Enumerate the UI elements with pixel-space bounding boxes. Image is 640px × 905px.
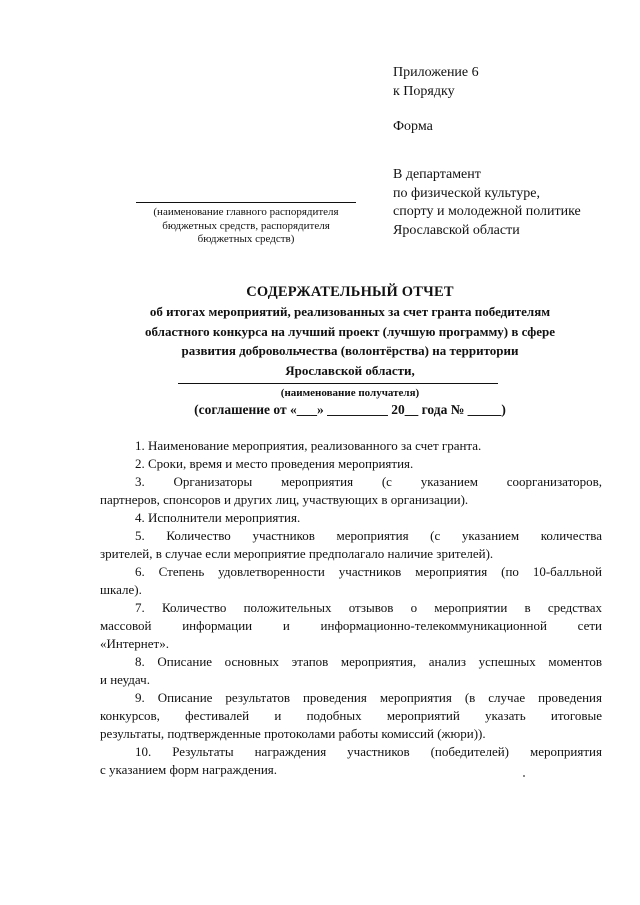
list-item-text: 5. Количество участников мероприятия (с указанием количества bbox=[135, 528, 602, 543]
list-item-text: 8. Описание основных этапов мероприятия, анализ успешных моментов bbox=[135, 654, 602, 669]
list-item bbox=[100, 455, 602, 473]
list-item-text: 3. Организаторы мероприятия (с указанием соорганизаторов, bbox=[135, 474, 602, 489]
appendix-number: Приложение 6 bbox=[393, 65, 479, 80]
recipient-name-line bbox=[178, 383, 498, 384]
subtitle-line: Ярославской области, bbox=[285, 362, 415, 378]
agreement-line: (соглашение от «___» _________ 20__ года № _____) bbox=[194, 402, 506, 417]
manager-caption-line: бюджетных средств, распорядителя bbox=[162, 219, 330, 232]
list-item-text: «Интернет». bbox=[100, 636, 169, 651]
list-item-text: результаты, подтвержденные протоколами работы комиссий (жюри)). bbox=[100, 726, 486, 741]
list-item-text: 9. Описание результатов проведения мероприятия (в случае проведения bbox=[135, 690, 602, 705]
subtitle-line: об итогах мероприятий, реализованных за счет гранта победителям bbox=[149, 304, 551, 319]
list-item-text: партнеров, спонсоров и других лиц, участвующих в организации). bbox=[100, 492, 469, 507]
list-item-text: 6. Степень удовлетворенности участников мероприятия (по 10-балльной bbox=[135, 564, 602, 579]
list-item-text: массовой информации и информационно-телекоммуникационной сети bbox=[100, 618, 602, 633]
recipient-caption: (наименование получателя) bbox=[280, 387, 420, 399]
list-item-text: с указанием форм награждения. bbox=[100, 762, 278, 777]
addressee-line: В департамент bbox=[393, 167, 481, 182]
list-item-text: конкурсов, фестивалей и подобных мероприятий указать итоговые bbox=[100, 708, 602, 723]
list-item bbox=[100, 509, 602, 527]
manager-caption bbox=[106, 206, 386, 247]
appendix-header bbox=[393, 63, 479, 101]
list-item-text: 4. Исполнители мероприятия. bbox=[135, 510, 301, 525]
list-item bbox=[100, 473, 602, 509]
manager-caption-line: (наименование главного распорядителя bbox=[153, 206, 339, 218]
list-item-text: 10. Результаты награждения участников (победителей) мероприятия bbox=[135, 744, 602, 759]
list-item bbox=[100, 563, 602, 599]
scan-mark bbox=[523, 775, 525, 777]
addressee-line: по физической культуре, bbox=[393, 185, 540, 201]
appendix-order-ref: к Порядку bbox=[393, 84, 455, 99]
list-item-text: зрителей, в случае если мероприятие предполагало наличие зрителей). bbox=[100, 546, 494, 561]
addressee-line: Ярославской области bbox=[393, 222, 520, 238]
list-item bbox=[100, 689, 602, 743]
list-item-text: и неудач. bbox=[100, 672, 150, 687]
list-item bbox=[100, 653, 602, 689]
document-title: СОДЕРЖАТЕЛЬНЫЙ ОТЧЕТ bbox=[246, 284, 454, 300]
document-subtitle bbox=[0, 302, 640, 380]
list-item bbox=[100, 743, 602, 779]
form-label: Форма bbox=[393, 119, 433, 134]
subtitle-line: развития добровольчества (волонтёрства) на территории bbox=[181, 343, 519, 358]
addressee-line: спорту и молодежной политике bbox=[393, 204, 581, 219]
list-item-text: 1. Наименование мероприятия, реализованного за счет гранта. bbox=[135, 438, 482, 453]
manager-caption-line: бюджетных средств) bbox=[197, 233, 295, 245]
manager-name-line bbox=[136, 202, 356, 203]
list-item bbox=[100, 527, 602, 563]
list-item-text: 2. Сроки, время и место проведения мероприятия. bbox=[135, 456, 414, 471]
subtitle-line: областного конкурса на лучший проект (лучшую программу) в сфере bbox=[144, 323, 556, 339]
list-item bbox=[100, 599, 602, 653]
addressee-block bbox=[393, 166, 581, 240]
list-item-text: 7. Количество положительных отзывов о мероприятии в средствах bbox=[135, 600, 602, 615]
list-item bbox=[100, 437, 602, 455]
list-item-text: шкале). bbox=[100, 582, 142, 597]
